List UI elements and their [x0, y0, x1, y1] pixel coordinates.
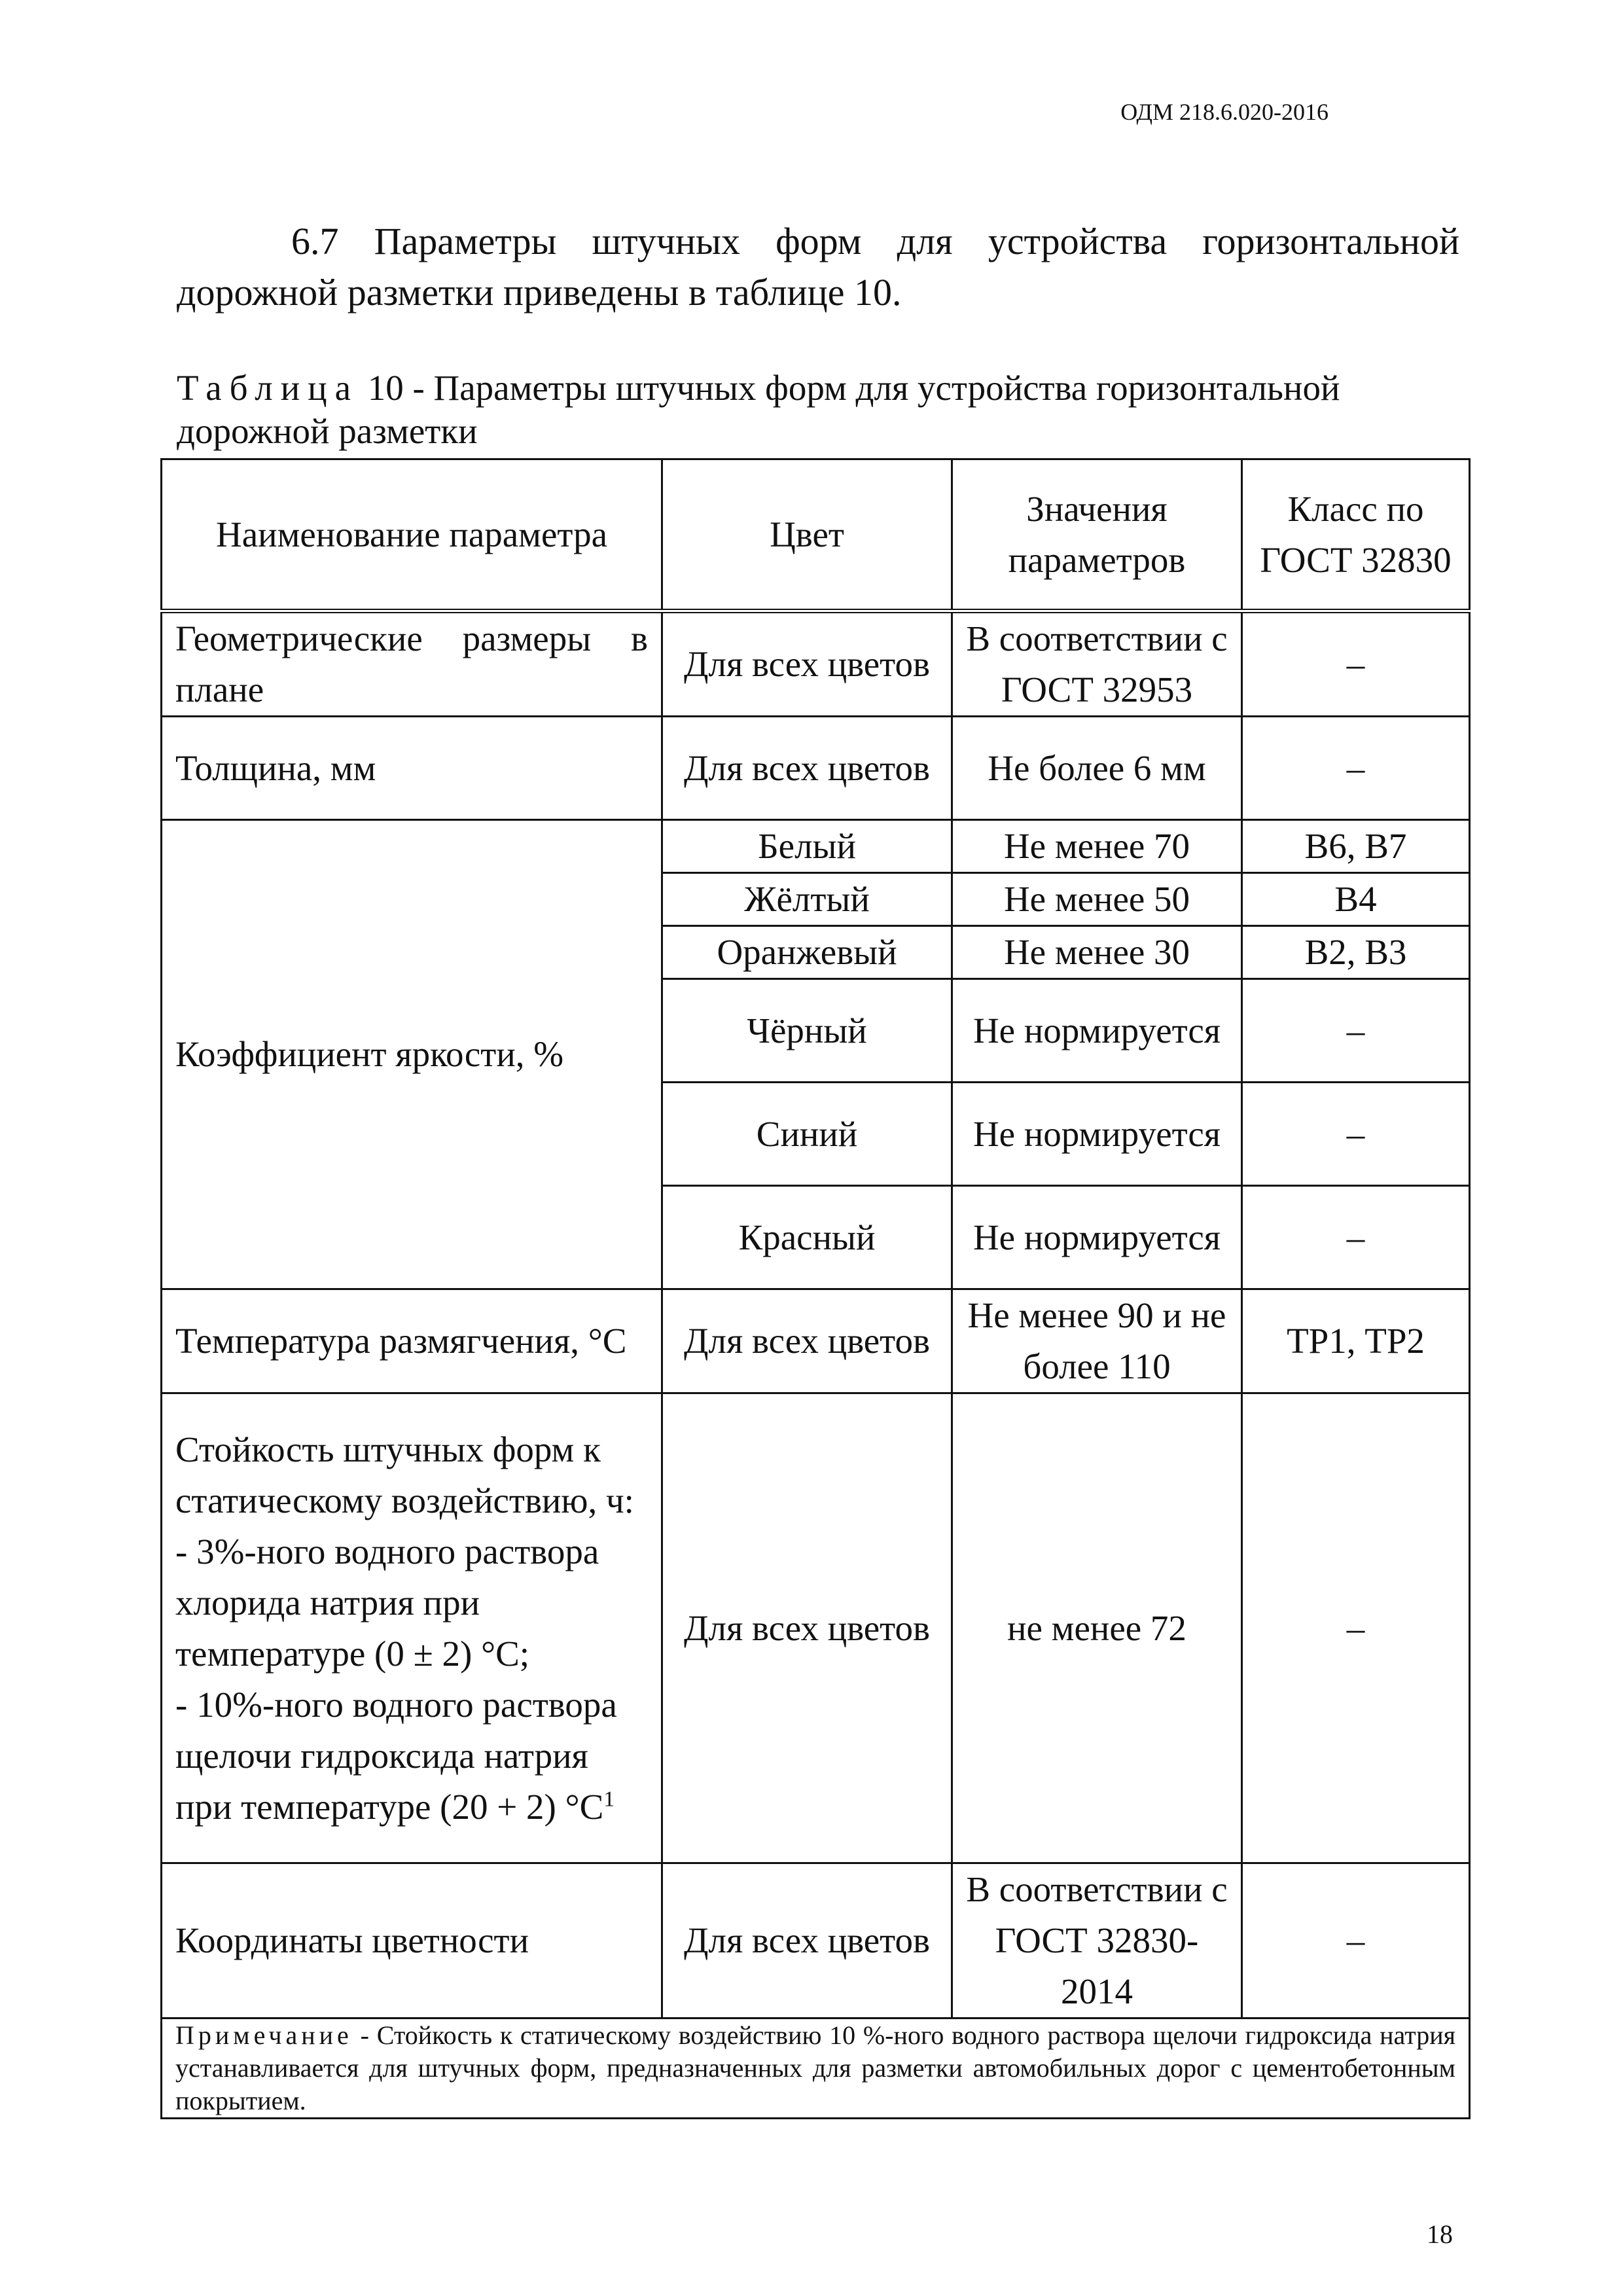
param-class: – [1242, 1393, 1470, 1863]
param-value: Не нормируется [952, 979, 1242, 1083]
resistance-line [175, 1679, 648, 1833]
resistance-line: Стойкость штучных форм к статическому воздействию, ч: [175, 1429, 634, 1520]
table-row [162, 717, 1470, 820]
param-value: Не более 6 мм [952, 717, 1242, 820]
param-value: Не менее 70 [952, 820, 1242, 873]
table-row [162, 611, 1470, 717]
header-parameter-name: Наименование параметра [162, 459, 662, 611]
param-color: Для всех цветов [662, 717, 952, 820]
table-row [162, 1393, 1470, 1863]
header-color: Цвет [662, 459, 952, 611]
param-value: В соответствии с ГОСТ 32830-2014 [952, 1863, 1242, 2018]
table-note-row [162, 2018, 1470, 2119]
table-row [162, 1863, 1470, 2018]
page-number: 18 [1427, 2219, 1453, 2249]
table-note [162, 2018, 1470, 2119]
param-color: Для всех цветов [662, 611, 952, 717]
param-color: Белый [662, 820, 952, 873]
param-value: Не менее 50 [952, 873, 1242, 926]
parameters-table [160, 458, 1471, 2119]
note-text: - Стойкость к статическому воздействию 10 %-ного водного раствора щелочи гидроксида натрия устанавливается для штучных форм, предназначенных для разметки автомобильных дорог с цементобетонным покрытием. [175, 2020, 1455, 2115]
param-color: Для всех цветов [662, 1863, 952, 2018]
param-class: В4 [1242, 873, 1470, 926]
param-color: Для всех цветов [662, 1393, 952, 1863]
param-name: Геометрические размеры в плане [162, 611, 662, 717]
param-class: – [1242, 1863, 1470, 2018]
param-class: – [1242, 1083, 1470, 1186]
document-code: ОДМ 218.6.020-2016 [1120, 99, 1329, 125]
param-color: Оранжевый [662, 926, 952, 979]
param-class: – [1242, 611, 1470, 717]
param-class: В2, В3 [1242, 926, 1470, 979]
param-name: Коэффициент яркости, % [162, 820, 662, 1289]
footnote-mark: 1 [603, 1787, 615, 1812]
param-name: Температура размягчения, °С [162, 1289, 662, 1393]
param-name: Координаты цветности [162, 1863, 662, 2018]
param-color: Для всех цветов [662, 1289, 952, 1393]
param-class: ТР1, ТР2 [1242, 1289, 1470, 1393]
param-value: Не нормируется [952, 1186, 1242, 1289]
table-row [162, 1289, 1470, 1393]
param-class: В6, В7 [1242, 820, 1470, 873]
param-color: Жёлтый [662, 873, 952, 926]
param-class: – [1242, 979, 1470, 1083]
param-value: Не менее 90 и не более 110 [952, 1289, 1242, 1393]
table-caption [177, 367, 1459, 453]
header-class: Класс по ГОСТ 32830 [1242, 459, 1470, 611]
param-value: не менее 72 [952, 1393, 1242, 1863]
resistance-line-text: - 10%-ного водного раствора щелочи гидроксида натрия при температуре (20 + 2) °С [175, 1684, 617, 1827]
param-class: – [1242, 717, 1470, 820]
param-value: Не менее 30 [952, 926, 1242, 979]
table-header-row [162, 459, 1470, 611]
header-values: Значения параметров [952, 459, 1242, 611]
param-name [162, 1393, 662, 1863]
resistance-line: - 3%-ного водного раствора хлорида натрия при температуре (0 ± 2) °С; [175, 1531, 599, 1674]
table-row [162, 820, 1470, 873]
param-color: Синий [662, 1083, 952, 1186]
param-value: В соответствии с ГОСТ 32953 [952, 611, 1242, 717]
param-value: Не нормируется [952, 1083, 1242, 1186]
intro-paragraph [177, 216, 1459, 318]
note-label: Примечание [175, 2020, 353, 2050]
caption-text: 10 - Параметры штучных форм для устройства горизонтальной дорожной разметки [177, 368, 1340, 451]
param-color: Чёрный [662, 979, 952, 1083]
param-name: Толщина, мм [162, 717, 662, 820]
caption-label: Таблица [177, 368, 359, 408]
intro-text: 6.7 Параметры штучных форм для устройства горизонтальной дорожной разметки приведены в таблице 10. [177, 220, 1459, 314]
param-class: – [1242, 1186, 1470, 1289]
param-color: Красный [662, 1186, 952, 1289]
